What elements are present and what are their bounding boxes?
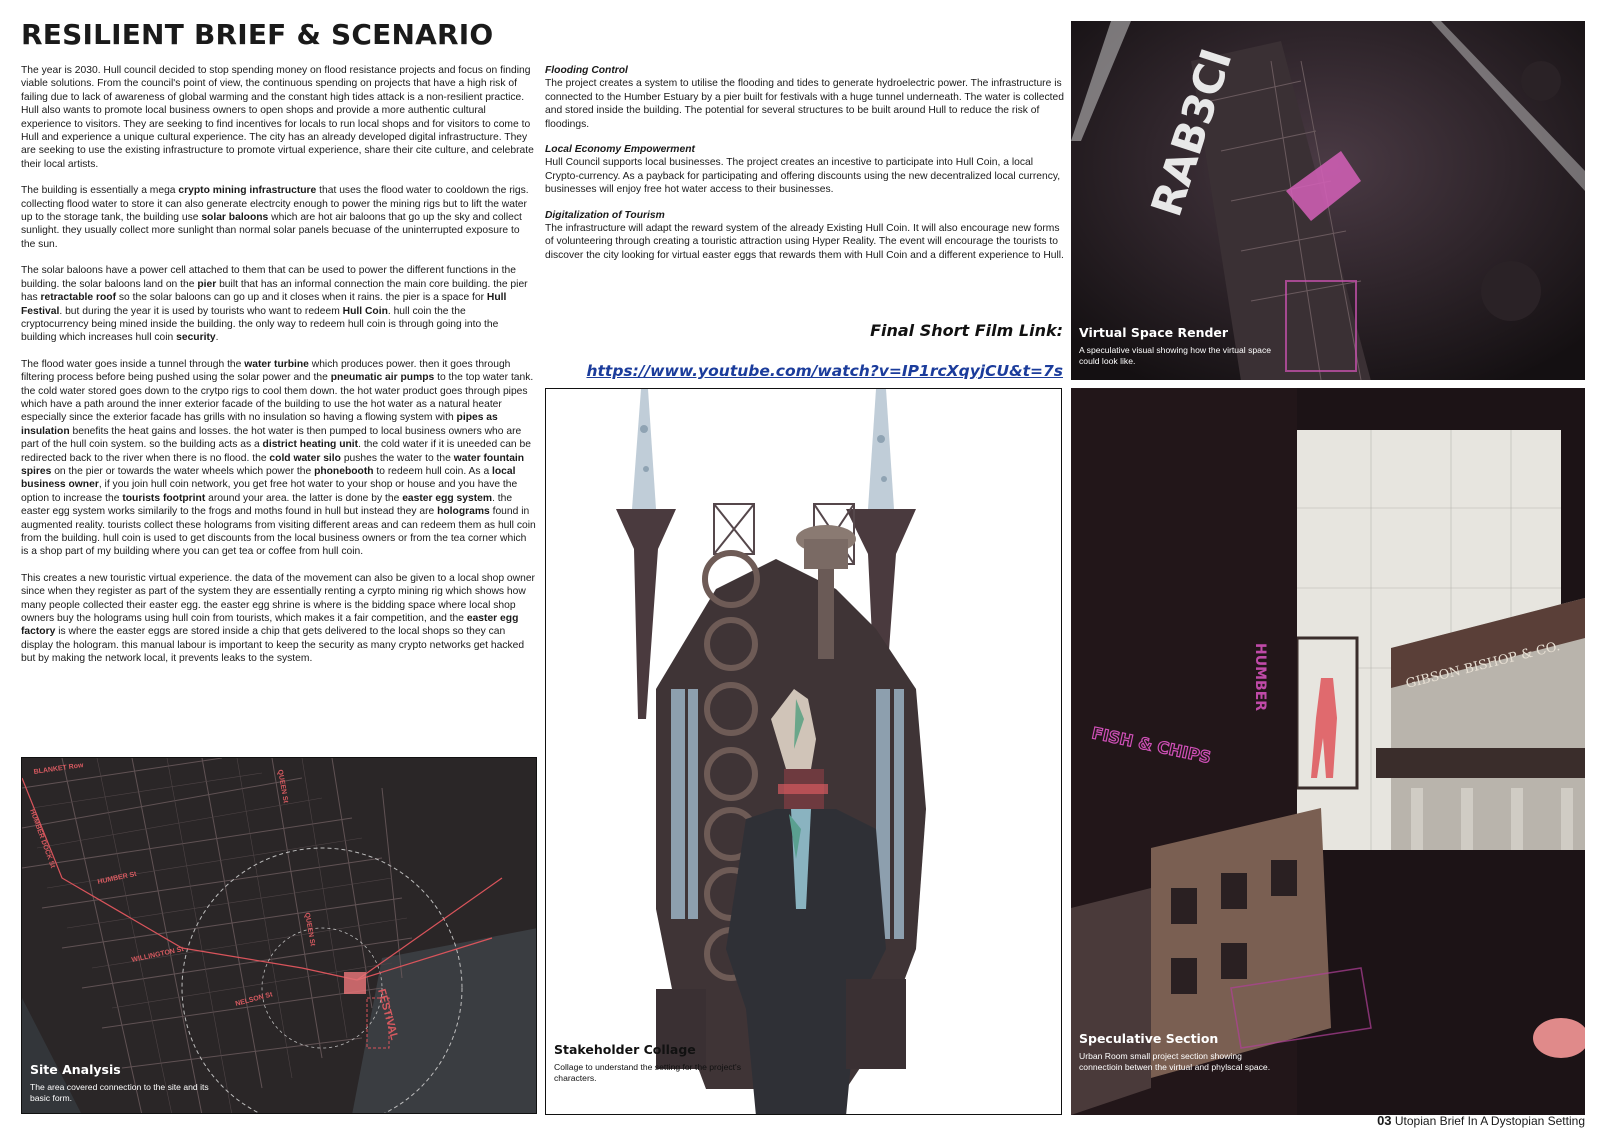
panel-title: Speculative Section [1079,1031,1219,1046]
text-run: . hull coin the the cryptocurrency being mined inside the building. the only way to redeem hull coin is through going into the building which increases hull coin [21,305,499,344]
map-label: WILLINGTON St [130,946,185,964]
collage-caption [554,1042,774,1084]
bold-term: water turbine [244,358,309,370]
section-caption [1079,1031,1279,1073]
bold-term: local business owner [21,465,516,491]
section-body: The infrastructure will adapt the reward system of the already Existing Hull Coin. It will also encourage new forms of volunteering through creating a touristic attraction using Hyper Reality. The event will encourage the tourists to discover the city looking for virtual easter eggs that rewards them with Hull Coin and a different experience to Hull. [545,223,1064,261]
site-caption [30,1062,230,1104]
shop-sign: GIBSON BISHOP & CO. [1404,639,1562,692]
text-run: The building is essentially a mega [21,185,179,197]
text-run: pushes the water to the [340,452,454,464]
map-label: HUMBER St [96,870,138,886]
panel-description: A speculative visual showing how the virtual space could look like. [1079,345,1272,366]
brief-text-column [21,64,536,679]
text-run: The year is 2030. Hull council decided to stop spending money on flood resistance projects and focus on finding viable solutions. From the council's point of view, the continuous spending on projects that have a high risk of failing due to lack of awareness of global warming and the constant high tides attack is a non-resilient practice. Hull also wants to promote local business owners to open shops and provide a more authentic cultural experience to visitors. They are seeking to find incentives for locals to run local shops and for visitors to come to Hull and experience a unique cultural experience. The city has an already developed digital infrastructure. They are seeking to use the existing infrastructure to promote virtual experience, share their cite culture, and celebrate their local artists. [21,65,534,170]
panel-title: Virtual Space Render [1079,325,1229,340]
footer-title: Utopian Brief In A Dystopian Setting [1394,1114,1585,1128]
section-heading: Flooding Control [545,65,628,76]
text-run: . [215,332,219,344]
bold-term: retractable roof [40,292,117,304]
speculative-section-panel [1071,388,1585,1115]
render-sign: RAB3CI [1141,42,1242,223]
bold-term: easter egg system [402,492,493,504]
bold-term: holograms [437,506,490,518]
section-heading: Local Economy Empowerment [545,144,695,156]
section-heading: Digitalization of Tourism [545,209,665,221]
map-label-festival: FESTIVAL [375,987,401,1042]
text-run: which produces power. then it goes through filtering process before being pushed using the solar power and the [21,358,511,384]
text-run: . the easter egg system works similarily to the frogs and moths found in hull but instead they are [21,492,513,518]
bold-term: easter egg factory [21,613,519,638]
neon-sign-fish: FISH & CHIPS [1090,723,1213,768]
stakeholder-collage-panel [545,388,1062,1115]
section-body: The project creates a system to utilise the flooding and tides to generate hydroelectric power. The infrastructure is connected to the Humber Estuary by a pier built for festivals with a huge tunnel underneath. The water is collected and stored inside the building. The potential for several structures to be built around Hull to reduce the risk of floodings. [545,78,1064,130]
bold-term: pneumatic air pumps [330,372,435,384]
bold-term: Hull Festival [21,292,507,317]
bold-term: tourists footprint [122,492,206,504]
panel-title: Stakeholder Collage [554,1042,696,1057]
panel-title: Site Analysis [30,1062,121,1077]
film-link[interactable]: https://www.youtube.com/watch?v=IP1rcXqyjCU&t=7s [586,362,1063,380]
text-run: to the top water tank. the cold water stored goes down to the crytpo rigs to cool them down. the hot water product goes through pipes which have a path around the inner exterior facade of the building to use the hot water as a natural heater especially since the exterior facade has grills with no insulation so having a flowing system with [21,372,534,424]
text-run: , if you join hull coin network, you get free hot water to your shop or house and you have the option to increase the [21,479,518,504]
text-run: found in augmented reality. tourists collect these holograms from visiting different areas and can redeem them as hull coin from the building. hull coin is used to get discounts from the local business owners or from the tea corner which is a shop part of my building where you can get tea or coffee from hull coin. [21,506,536,558]
text-run: . the cold water if it is uneeded can be redirected back to the river when there is no flood. the [21,439,531,464]
virtual-render-panel [1071,21,1585,380]
text-run: on the pier or towards the water wheels which power the [51,465,315,477]
section-flooding-control [545,64,1065,131]
map-label: BLANKET Row [33,762,84,776]
bold-term: phonebooth [314,465,374,477]
page-footer [1377,1113,1585,1128]
page-title: RESILIENT BRIEF & SCENARIO [21,18,494,51]
neon-sign-humber: HUMBER [1252,643,1268,712]
render-caption [1079,325,1279,367]
map-label: QUEEN St [303,912,316,947]
panel-description: The area covered connection to the site and its basic form. [30,1082,209,1103]
bold-term: solar baloons [201,212,269,224]
bold-term: pipes as insulation [21,412,498,437]
brief-paragraph [21,358,536,559]
site-analysis-panel [21,757,537,1114]
brief-paragraph [21,264,536,344]
section-digital-tourism [545,209,1065,263]
bold-term: Hull Coin [342,305,388,317]
text-run: to redeem hull coin. As a [373,465,493,477]
panel-description: Urban Room small project section showing connectioin betwen the virtual and phylscal space. [1079,1051,1271,1072]
text-run: built that has an informal connection the main core building. the pier has [21,278,528,304]
bold-term: district heating unit [262,439,359,451]
bold-term: cold water silo [269,452,341,464]
map-label: HUMBER DOCK St [28,808,56,870]
text-run: so the solar baloons can go up and it closes when it rains. the pier is a space for [116,292,487,304]
text-run: The solar baloons have a power cell attached to them that can be used to power the different functions in the building. the solar baloons land on the [21,265,516,290]
bold-term: crypto mining infrastructure [178,185,317,197]
section-local-economy [545,143,1065,197]
text-run: that uses the flood water to cooldown the rigs. collecting flood water to store it can also generate electrcity enough to power the mining rigs but to lift the water up to the storage tank, the building use [21,185,529,224]
bold-term: water fountain spires [21,452,525,477]
collage-illustration [546,389,1062,1115]
objectives-column [545,64,1065,274]
text-run: . but during the year it is used by tourists who want to redeem [59,305,343,317]
page-number: 03 [1377,1113,1392,1128]
bold-term: pier [197,278,217,290]
map-label: QUEEN St [276,769,289,804]
brief-paragraph [21,64,536,171]
text-run: benefits the heat gains and losses. the hot water is then pumped to local business owners who are part of the hull coin system. so the building acts as a [21,425,522,451]
site-map-illustration [22,758,537,1114]
text-run: is where the easter eggs are stored inside a chip that gets delivered to the local shops so they can display the hologram. this manual labour is important to keep the security as many crypto networks get hacked but by making the network local, it prevents leaks to the system. [21,626,525,665]
section-illustration [1071,388,1585,1115]
brief-paragraph [21,184,536,251]
section-body: Hull Council supports local businesses. The project creates an incestive to participate into Hull Coin, a local Crypto-currency. As a payback for participating and offering discounts using the new decentralized local currency, businesses will enjoy free hot water access to their businesses. [545,157,1061,196]
text-run: around your area. the latter is done by the [205,492,403,504]
film-link-label: Final Short Film Link: [870,321,1063,340]
text-run: which are hot air baloons that go up the sky and collect sunlight. they usually collect more sunlight than normal solar panels becuase of the uninterrupted exposure to the sun. [21,212,522,250]
text-run: This creates a new touristic virtual experience. the data of the movement can also be given to a local shop owner since when they register as part of the system they are essentially renting a cyrpto mining rig which shows how many people collected their easter egg. the easter egg shrine is where is the bidding space where local shop owners buy the holograms using hull coin from tourists, which makes it a fair competition, and the [21,572,535,625]
map-label: NELSON St [234,991,274,1008]
brief-paragraph [21,572,536,666]
panel-description: Collage to understand the setting for the project's characters. [554,1062,741,1083]
text-run: The flood water goes inside a tunnel through the [21,358,245,370]
bold-term: security [176,332,216,344]
